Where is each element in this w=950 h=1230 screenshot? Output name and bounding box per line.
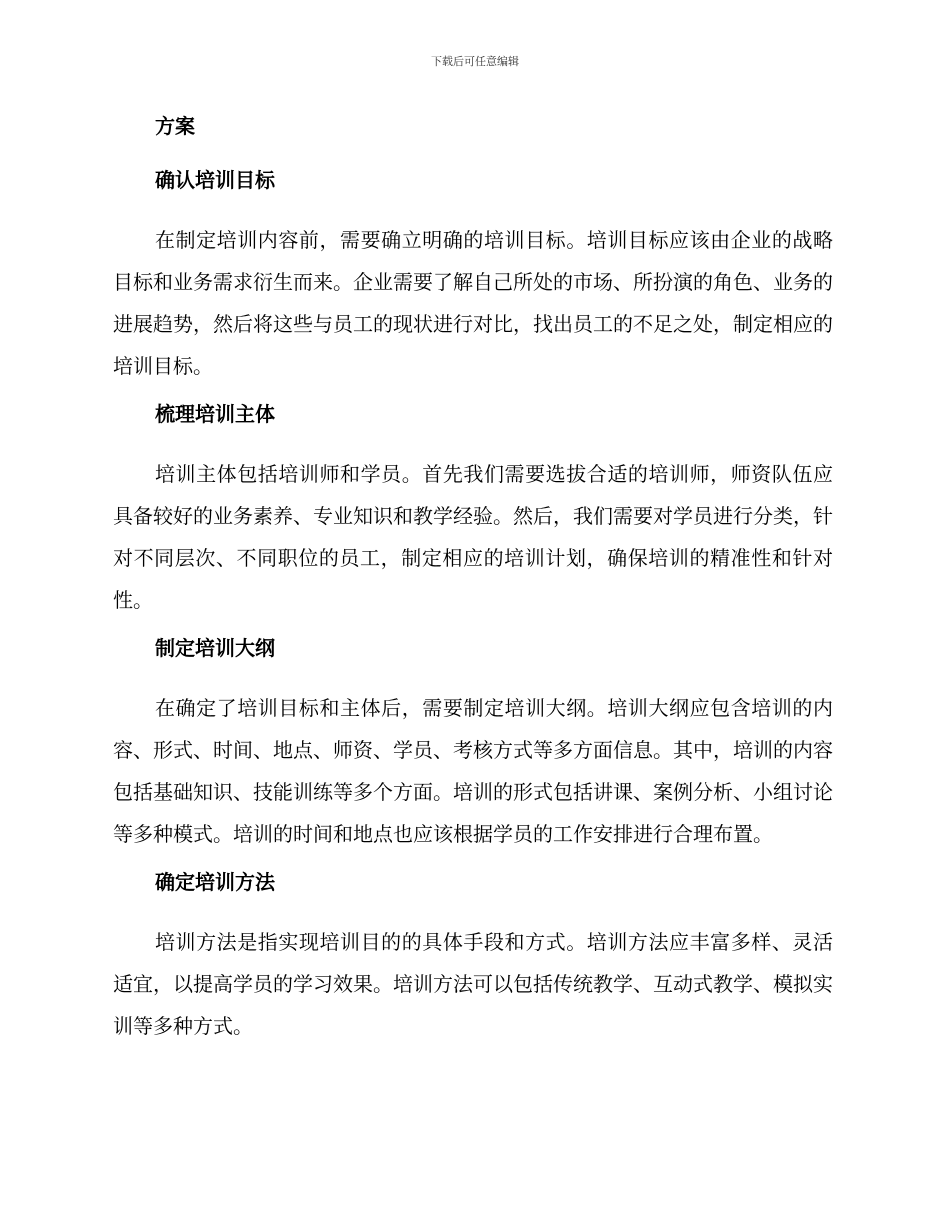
page-header: 下载后可任意编辑 (431, 55, 519, 68)
section-heading-outline: 制定培训大纲 (155, 636, 275, 660)
document-body (113, 111, 833, 1059)
section-paragraph-methods: 培训方法是指实现培训目的的具体手段和方式。培训方法应丰富多样、灵活适宜，以提高学员的学习效果。培训方法可以包括传统教学、互动式教学、模拟实训等多种方式。 (113, 930, 833, 1038)
section-heading-methods: 确定培训方法 (155, 870, 275, 894)
document-title: 方案 (155, 114, 195, 138)
section-heading-subjects: 梳理培训主体 (155, 402, 275, 426)
section-heading-goals: 确认培训目标 (155, 168, 275, 192)
section-paragraph-outline: 在确定了培训目标和主体后，需要制定培训大纲。培训大纲应包含培训的内容、形式、时间、地点、师资、学员、考核方式等多方面信息。其中，培训的内容包括基础知识、技能训练等多个方面。培训的形式包括讲课、案例分析、小组讨论等多种模式。培训的时间和地点也应该根据学员的工作安排进行合理布置。 (113, 696, 833, 846)
section-paragraph-goals: 在制定培训内容前，需要确立明确的培训目标。培训目标应该由企业的战略目标和业务需求衍生而来。企业需要了解自己所处的市场、所扮演的角色、业务的进展趋势，然后将这些与员工的现状进行对比，找出员工的不足之处，制定相应的培训目标。 (113, 228, 833, 378)
section-paragraph-subjects: 培训主体包括培训师和学员。首先我们需要选拔合适的培训师，师资队伍应具备较好的业务素养、专业知识和教学经验。然后，我们需要对学员进行分类，针对不同层次、不同职位的员工，制定相应的培训计划，确保培训的精准性和针对性。 (113, 462, 833, 612)
